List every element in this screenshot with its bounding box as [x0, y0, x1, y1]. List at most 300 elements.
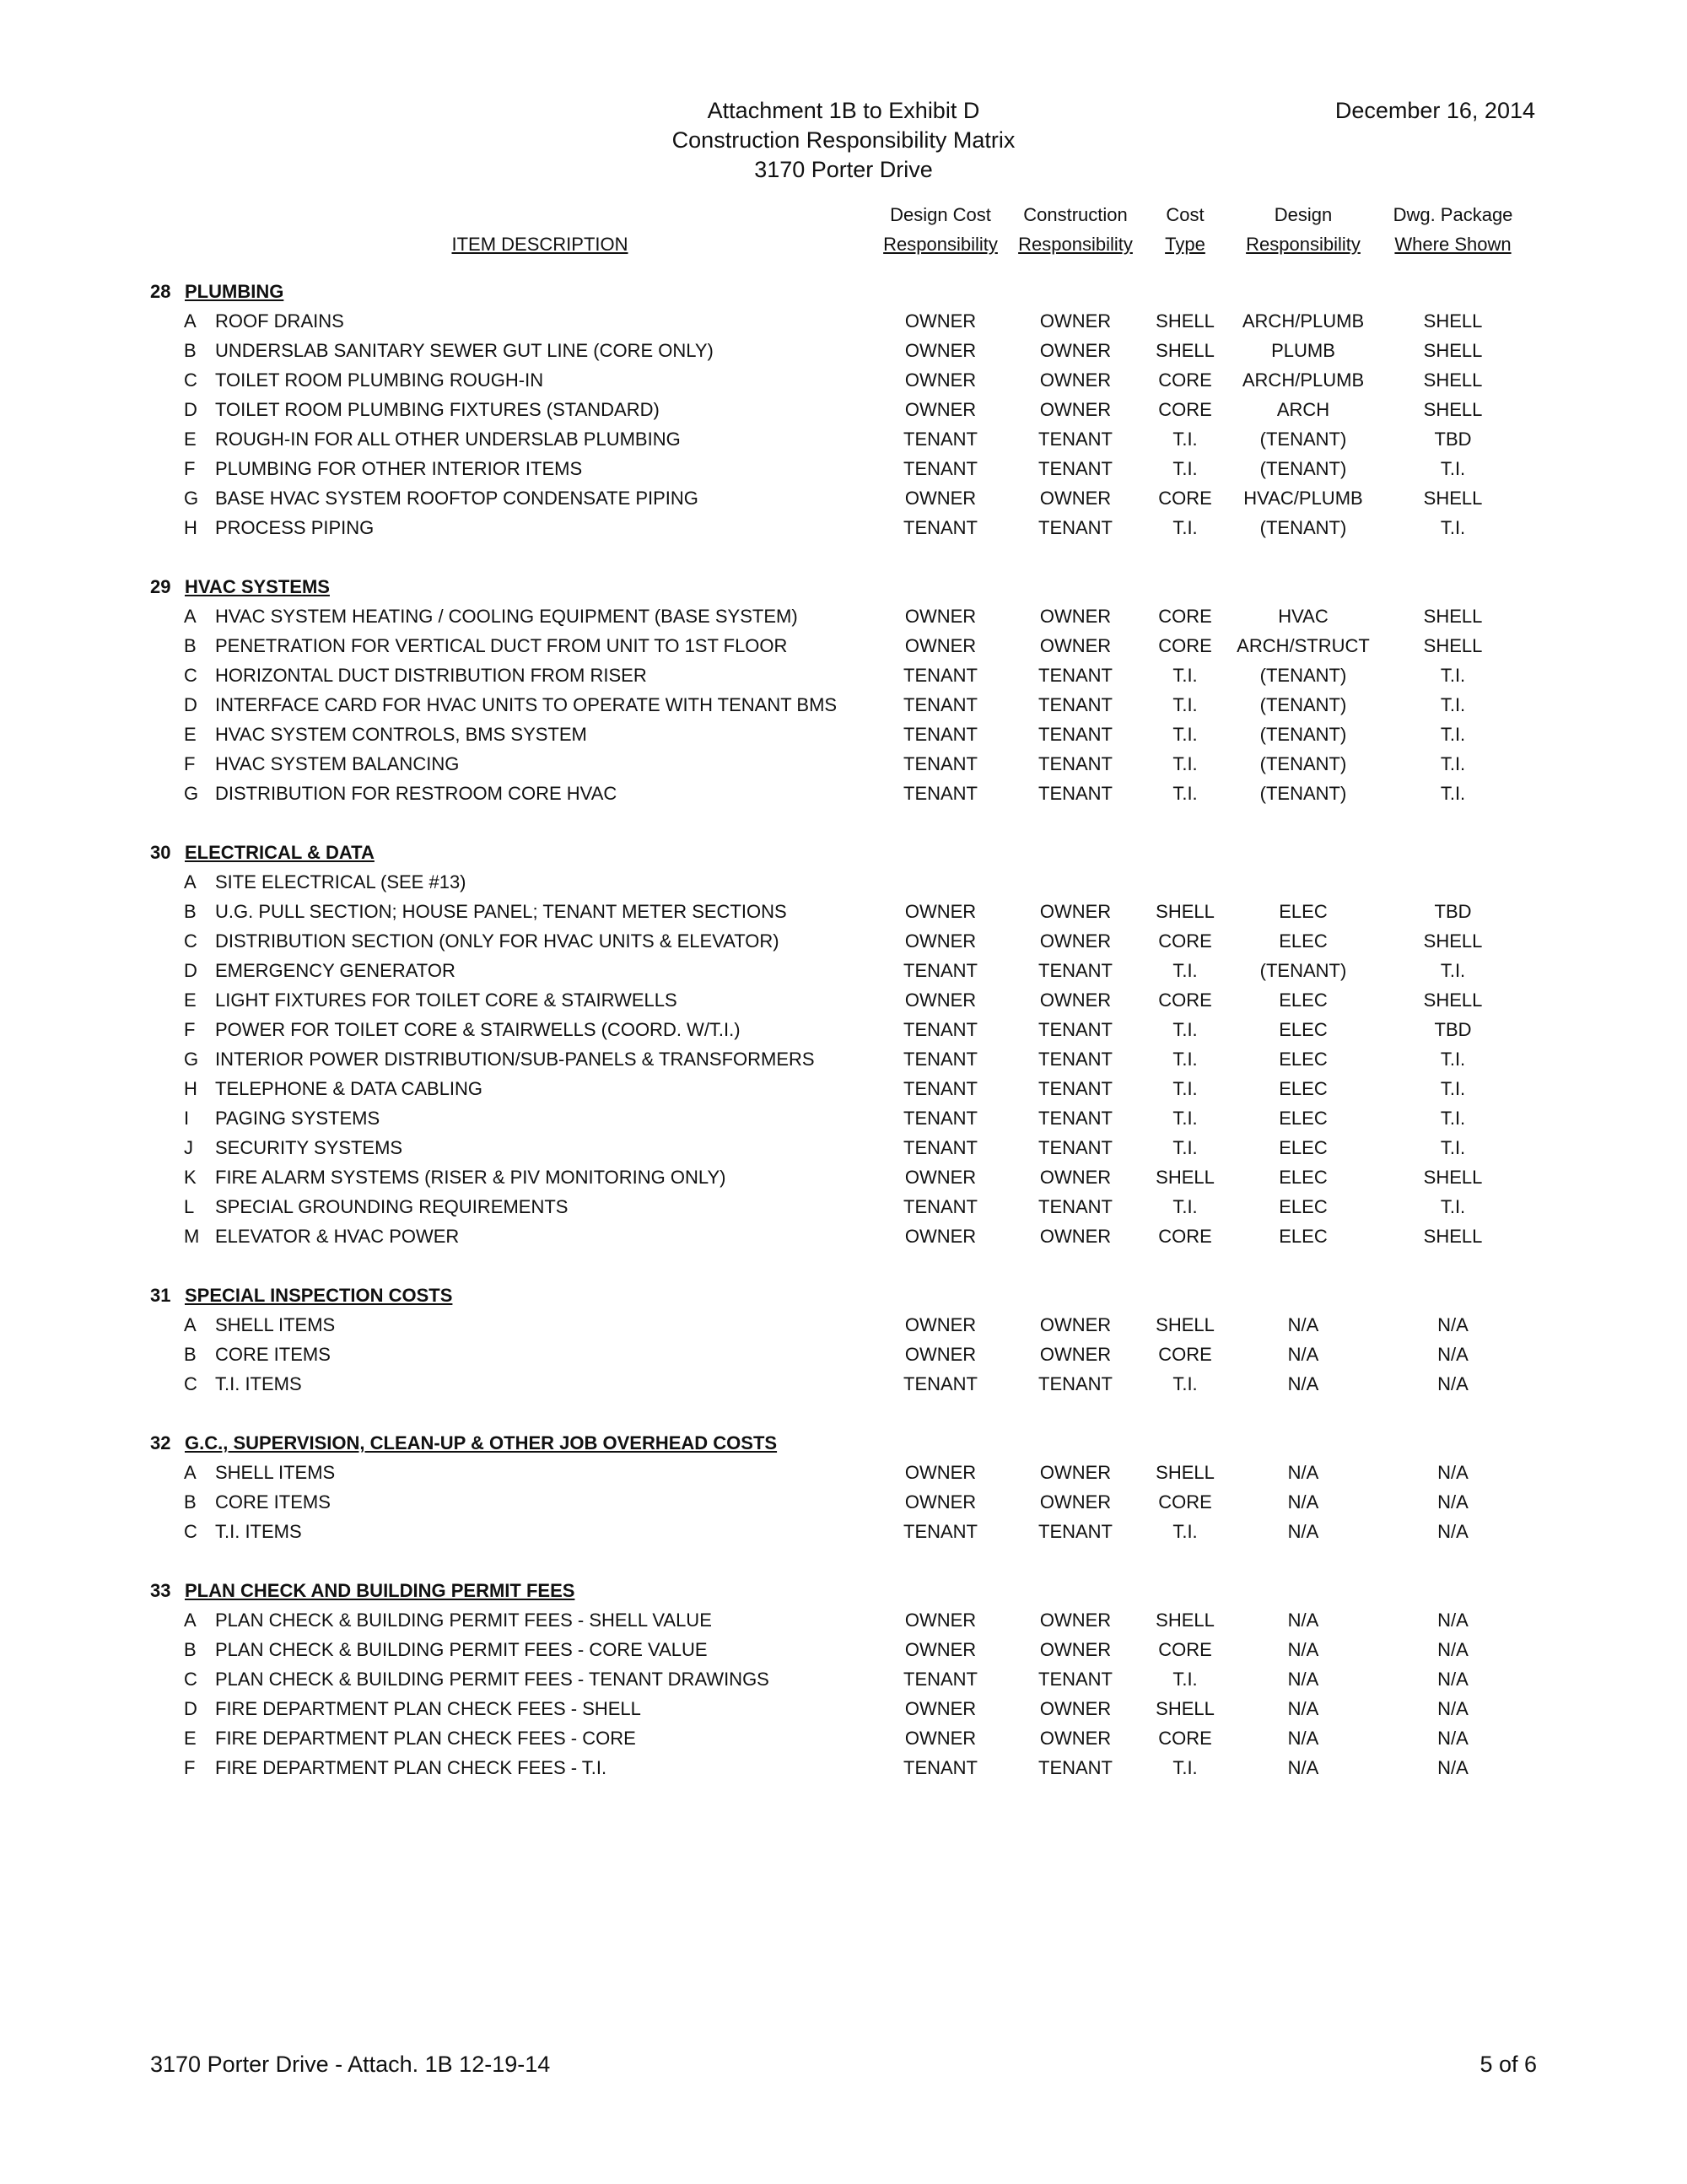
dwg-package-where-shown: T.I. — [1440, 1078, 1466, 1099]
item-letter: J — [184, 1137, 193, 1158]
construction-responsibility: OWNER — [1039, 1728, 1112, 1749]
cost-type: CORE — [1158, 1226, 1212, 1247]
construction-responsibility: OWNER — [1039, 990, 1112, 1011]
dwg-package-where-shown: SHELL — [1423, 488, 1483, 509]
section-heading — [0, 572, 1687, 601]
item-letter: H — [184, 1078, 197, 1099]
construction-responsibility: OWNER — [1039, 399, 1112, 420]
item-description: SITE ELECTRICAL (SEE #13) — [215, 871, 466, 892]
item-letter: A — [184, 606, 197, 627]
matrix-row — [0, 1074, 1687, 1103]
construction-responsibility: TENANT — [1038, 1196, 1113, 1217]
dwg-package-where-shown: N/A — [1437, 1314, 1469, 1335]
item-letter: A — [184, 1314, 197, 1335]
cost-type: CORE — [1158, 1344, 1212, 1365]
item-letter: A — [184, 1462, 197, 1483]
design-cost-responsibility: OWNER — [904, 1167, 977, 1188]
dwg-package-where-shown: T.I. — [1440, 1137, 1466, 1158]
construction-responsibility: TENANT — [1038, 1669, 1113, 1690]
design-responsibility: ELEC — [1279, 990, 1328, 1011]
cost-type: SHELL — [1156, 1167, 1215, 1188]
construction-responsibility: OWNER — [1039, 488, 1112, 509]
column-header-dwg-package-bottom: Where Shown — [1394, 234, 1512, 255]
design-cost-responsibility: OWNER — [904, 606, 977, 627]
matrix-row — [0, 690, 1687, 720]
dwg-package-where-shown: N/A — [1437, 1757, 1469, 1778]
item-letter: B — [184, 1344, 197, 1365]
construction-responsibility: OWNER — [1039, 1167, 1112, 1188]
item-letter: H — [184, 517, 197, 538]
design-cost-responsibility: TENANT — [903, 1196, 978, 1217]
construction-responsibility: TENANT — [1038, 1049, 1113, 1070]
construction-responsibility: OWNER — [1039, 1610, 1112, 1631]
column-header-design-responsibility-top: Design — [1274, 204, 1333, 225]
cost-type: SHELL — [1156, 340, 1215, 361]
matrix-row — [0, 1369, 1687, 1399]
dwg-package-where-shown: T.I. — [1440, 517, 1466, 538]
construction-responsibility: OWNER — [1039, 1639, 1112, 1660]
construction-responsibility: TENANT — [1038, 517, 1113, 538]
item-description: SHELL ITEMS — [215, 1314, 336, 1335]
section-number: 33 — [150, 1580, 171, 1601]
construction-responsibility: OWNER — [1039, 1344, 1112, 1365]
item-description: INTERFACE CARD FOR HVAC UNITS TO OPERATE WITH TENANT BMS — [215, 694, 838, 715]
cost-type: T.I. — [1172, 1373, 1198, 1394]
matrix-row — [0, 1517, 1687, 1546]
design-cost-responsibility: TENANT — [903, 1019, 978, 1040]
design-cost-responsibility: TENANT — [903, 753, 978, 774]
cost-type: SHELL — [1156, 1462, 1215, 1483]
item-letter: C — [184, 1669, 197, 1690]
design-cost-responsibility: TENANT — [903, 1521, 978, 1542]
design-cost-responsibility: OWNER — [904, 1698, 977, 1719]
construction-responsibility: OWNER — [1039, 930, 1112, 952]
design-responsibility: (TENANT) — [1259, 517, 1347, 538]
design-responsibility: (TENANT) — [1259, 724, 1347, 745]
item-letter: G — [184, 488, 199, 509]
dwg-package-where-shown: SHELL — [1423, 930, 1483, 952]
item-letter: B — [184, 901, 197, 922]
construction-responsibility: TENANT — [1038, 665, 1113, 686]
dwg-package-where-shown: N/A — [1437, 1344, 1469, 1365]
column-header-design-responsibility-bottom: Responsibility — [1246, 234, 1361, 255]
item-letter: B — [184, 1639, 197, 1660]
matrix-row — [0, 483, 1687, 513]
column-header-design-responsibility — [1227, 200, 1379, 259]
matrix-row — [0, 365, 1687, 395]
design-responsibility: N/A — [1287, 1639, 1319, 1660]
item-letter: A — [184, 1610, 197, 1631]
construction-responsibility: OWNER — [1039, 1698, 1112, 1719]
item-letter: C — [184, 1521, 197, 1542]
column-header-construction-top: Construction — [1023, 204, 1128, 225]
item-letter: D — [184, 694, 197, 715]
construction-responsibility: TENANT — [1038, 1373, 1113, 1394]
item-letter: M — [184, 1226, 200, 1247]
construction-responsibility: TENANT — [1038, 753, 1113, 774]
item-letter: B — [184, 635, 197, 656]
design-responsibility: ELEC — [1279, 1196, 1328, 1217]
design-responsibility: (TENANT) — [1259, 429, 1347, 450]
design-cost-responsibility: OWNER — [904, 1491, 977, 1513]
section-title: PLUMBING — [185, 281, 284, 302]
dwg-package-where-shown: N/A — [1437, 1610, 1469, 1631]
dwg-package-where-shown: T.I. — [1440, 783, 1466, 804]
dwg-package-where-shown: SHELL — [1423, 310, 1483, 332]
column-header-dwg-package — [1379, 200, 1527, 259]
design-responsibility: ELEC — [1279, 901, 1328, 922]
item-description: ROUGH-IN FOR ALL OTHER UNDERSLAB PLUMBING — [215, 429, 681, 450]
item-description: CORE ITEMS — [215, 1491, 331, 1513]
section-title: ELECTRICAL & DATA — [185, 842, 375, 863]
matrix-row — [0, 985, 1687, 1015]
column-header-cost-type — [1143, 200, 1227, 259]
design-cost-responsibility: TENANT — [903, 783, 978, 804]
matrix-row — [0, 1133, 1687, 1162]
item-letter: A — [184, 871, 197, 892]
matrix-row — [0, 926, 1687, 956]
design-cost-responsibility: TENANT — [903, 694, 978, 715]
section-heading — [0, 1281, 1687, 1310]
header-date: December 16, 2014 — [1334, 98, 1535, 123]
construction-responsibility: TENANT — [1038, 1108, 1113, 1129]
item-letter: F — [184, 753, 196, 774]
design-cost-responsibility: TENANT — [903, 1757, 978, 1778]
item-letter: K — [184, 1167, 197, 1188]
design-cost-responsibility: OWNER — [904, 340, 977, 361]
construction-responsibility: OWNER — [1039, 369, 1112, 391]
design-cost-responsibility: TENANT — [903, 517, 978, 538]
item-description: UNDERSLAB SANITARY SEWER GUT LINE (CORE ONLY) — [215, 340, 714, 361]
item-description: ELEVATOR & HVAC POWER — [215, 1226, 460, 1247]
matrix-row — [0, 1694, 1687, 1723]
column-header-construction — [1008, 200, 1143, 259]
dwg-package-where-shown: T.I. — [1440, 1108, 1466, 1129]
design-responsibility: ELEC — [1279, 1108, 1328, 1129]
column-header-cost-type-top: Cost — [1166, 204, 1205, 225]
cost-type: CORE — [1158, 488, 1212, 509]
design-cost-responsibility: OWNER — [904, 1344, 977, 1365]
item-letter: D — [184, 399, 197, 420]
section-title: SPECIAL INSPECTION COSTS — [185, 1285, 453, 1306]
matrix-row — [0, 424, 1687, 454]
design-responsibility: PLUMB — [1271, 340, 1335, 361]
construction-responsibility: TENANT — [1038, 1137, 1113, 1158]
header-title-line3: 3170 Porter Drive — [754, 157, 933, 182]
design-responsibility: (TENANT) — [1259, 783, 1347, 804]
design-responsibility: ARCH/PLUMB — [1242, 310, 1365, 332]
section-number: 31 — [150, 1285, 171, 1306]
item-letter: A — [184, 310, 197, 332]
column-header-design-cost-bottom: Responsibility — [883, 234, 998, 255]
design-cost-responsibility: TENANT — [903, 724, 978, 745]
section-heading — [0, 1576, 1687, 1605]
cost-type: T.I. — [1172, 724, 1198, 745]
dwg-package-where-shown: SHELL — [1423, 990, 1483, 1011]
matrix-row — [0, 867, 1687, 897]
item-description: PLAN CHECK & BUILDING PERMIT FEES - SHELL VALUE — [215, 1610, 712, 1631]
item-letter: E — [184, 429, 197, 450]
matrix-row — [0, 779, 1687, 808]
cost-type: CORE — [1158, 369, 1212, 391]
design-responsibility: N/A — [1287, 1610, 1319, 1631]
column-header-dwg-package-top: Dwg. Package — [1393, 204, 1513, 225]
section-number: 32 — [150, 1432, 171, 1453]
design-responsibility: (TENANT) — [1259, 960, 1347, 981]
dwg-package-where-shown: TBD — [1434, 1019, 1472, 1040]
item-letter: C — [184, 930, 197, 952]
design-cost-responsibility: TENANT — [903, 1669, 978, 1690]
design-responsibility: HVAC — [1278, 606, 1329, 627]
design-responsibility: N/A — [1287, 1698, 1319, 1719]
matrix-row — [0, 1664, 1687, 1694]
matrix-row — [0, 395, 1687, 424]
design-cost-responsibility: OWNER — [904, 1462, 977, 1483]
matrix-row — [0, 1310, 1687, 1340]
construction-responsibility: OWNER — [1039, 901, 1112, 922]
dwg-package-where-shown: SHELL — [1423, 1167, 1483, 1188]
item-letter: E — [184, 990, 197, 1011]
design-cost-responsibility: TENANT — [903, 960, 978, 981]
item-letter: E — [184, 724, 197, 745]
dwg-package-where-shown: T.I. — [1440, 1196, 1466, 1217]
construction-responsibility: OWNER — [1039, 310, 1112, 332]
dwg-package-where-shown: N/A — [1437, 1728, 1469, 1749]
cost-type: CORE — [1158, 606, 1212, 627]
construction-responsibility: TENANT — [1038, 1521, 1113, 1542]
matrix-row — [0, 661, 1687, 690]
cost-type: T.I. — [1172, 1137, 1198, 1158]
item-description: PLAN CHECK & BUILDING PERMIT FEES - CORE VALUE — [215, 1639, 708, 1660]
cost-type: CORE — [1158, 1639, 1212, 1660]
section-heading — [0, 1428, 1687, 1458]
section-number: 28 — [150, 281, 171, 302]
column-header-design-cost-top: Design Cost — [890, 204, 991, 225]
construction-responsibility: OWNER — [1039, 1491, 1112, 1513]
dwg-package-where-shown: N/A — [1437, 1462, 1469, 1483]
design-cost-responsibility: OWNER — [904, 990, 977, 1011]
item-letter: F — [184, 1757, 196, 1778]
design-cost-responsibility: TENANT — [903, 1049, 978, 1070]
design-cost-responsibility: OWNER — [904, 930, 977, 952]
item-letter: B — [184, 340, 197, 361]
design-responsibility: N/A — [1287, 1344, 1319, 1365]
matrix-row — [0, 749, 1687, 779]
design-cost-responsibility: TENANT — [903, 429, 978, 450]
cost-type: CORE — [1158, 930, 1212, 952]
design-cost-responsibility: OWNER — [904, 399, 977, 420]
cost-type: T.I. — [1172, 753, 1198, 774]
matrix-row — [0, 1487, 1687, 1517]
design-responsibility: ARCH — [1276, 399, 1330, 420]
matrix-row — [0, 1605, 1687, 1635]
construction-responsibility: OWNER — [1039, 635, 1112, 656]
item-description: TOILET ROOM PLUMBING FIXTURES (STANDARD) — [215, 399, 660, 420]
item-letter: E — [184, 1728, 197, 1749]
section-number: 29 — [150, 576, 171, 597]
cost-type: T.I. — [1172, 1196, 1198, 1217]
design-responsibility: N/A — [1287, 1669, 1319, 1690]
matrix-row — [0, 1103, 1687, 1133]
section-heading — [0, 277, 1687, 306]
design-cost-responsibility: OWNER — [904, 1639, 977, 1660]
item-letter: I — [184, 1108, 190, 1129]
item-description: INTERIOR POWER DISTRIBUTION/SUB-PANELS & TRANSFORMERS — [215, 1049, 815, 1070]
cost-type: T.I. — [1172, 517, 1198, 538]
design-cost-responsibility: TENANT — [903, 458, 978, 479]
dwg-package-where-shown: N/A — [1437, 1491, 1469, 1513]
design-cost-responsibility: OWNER — [904, 310, 977, 332]
dwg-package-where-shown: T.I. — [1440, 753, 1466, 774]
construction-responsibility: TENANT — [1038, 458, 1113, 479]
design-cost-responsibility: OWNER — [904, 1314, 977, 1335]
construction-responsibility: TENANT — [1038, 1078, 1113, 1099]
dwg-package-where-shown: N/A — [1437, 1669, 1469, 1690]
design-responsibility: N/A — [1287, 1462, 1319, 1483]
item-letter: C — [184, 369, 197, 391]
item-letter: D — [184, 1698, 197, 1719]
matrix-row — [0, 601, 1687, 631]
cost-type: T.I. — [1172, 783, 1198, 804]
item-description: HVAC SYSTEM HEATING / COOLING EQUIPMENT (BASE SYSTEM) — [215, 606, 798, 627]
cost-type: T.I. — [1172, 665, 1198, 686]
cost-type: T.I. — [1172, 1078, 1198, 1099]
item-description: PENETRATION FOR VERTICAL DUCT FROM UNIT TO 1ST FLOOR — [215, 635, 788, 656]
cost-type: T.I. — [1172, 694, 1198, 715]
dwg-package-where-shown: SHELL — [1423, 606, 1483, 627]
design-responsibility: ARCH/PLUMB — [1242, 369, 1365, 391]
matrix-row — [0, 454, 1687, 483]
item-letter: C — [184, 665, 197, 686]
matrix-row — [0, 1221, 1687, 1251]
section-heading — [0, 838, 1687, 867]
dwg-package-where-shown: T.I. — [1440, 694, 1466, 715]
column-header-cost-type-bottom: Type — [1165, 234, 1205, 255]
design-responsibility: (TENANT) — [1259, 753, 1347, 774]
column-header-construction-bottom: Responsibility — [1018, 234, 1133, 255]
item-description: ROOF DRAINS — [215, 310, 344, 332]
design-cost-responsibility: TENANT — [903, 1373, 978, 1394]
construction-responsibility: TENANT — [1038, 960, 1113, 981]
section-title: G.C., SUPERVISION, CLEAN-UP & OTHER JOB OVERHEAD COSTS — [185, 1432, 778, 1453]
design-responsibility: N/A — [1287, 1314, 1319, 1335]
column-header-design-cost — [873, 200, 1008, 259]
design-responsibility: ELEC — [1279, 1137, 1328, 1158]
section-title: PLAN CHECK AND BUILDING PERMIT FEES — [185, 1580, 575, 1601]
matrix-row — [0, 336, 1687, 365]
header-titles — [590, 96, 1097, 185]
dwg-package-where-shown: T.I. — [1440, 1049, 1466, 1070]
matrix-row — [0, 306, 1687, 336]
design-responsibility: ELEC — [1279, 930, 1328, 952]
construction-responsibility: TENANT — [1038, 783, 1113, 804]
item-letter: L — [184, 1196, 195, 1217]
cost-type: SHELL — [1156, 1610, 1215, 1631]
design-cost-responsibility: TENANT — [903, 1137, 978, 1158]
matrix-row — [0, 1162, 1687, 1192]
design-responsibility: N/A — [1287, 1757, 1319, 1778]
column-header-item-label: ITEM DESCRIPTION — [451, 234, 628, 255]
item-description: BASE HVAC SYSTEM ROOFTOP CONDENSATE PIPING — [215, 488, 698, 509]
dwg-package-where-shown: T.I. — [1440, 665, 1466, 686]
section-number: 30 — [150, 842, 171, 863]
dwg-package-where-shown: T.I. — [1440, 724, 1466, 745]
matrix-row — [0, 1458, 1687, 1487]
construction-responsibility: TENANT — [1038, 429, 1113, 450]
matrix-row — [0, 1753, 1687, 1782]
item-description: DISTRIBUTION SECTION (ONLY FOR HVAC UNITS & ELEVATOR) — [215, 930, 779, 952]
item-letter: F — [184, 458, 196, 479]
dwg-package-where-shown: SHELL — [1423, 369, 1483, 391]
cost-type: CORE — [1158, 399, 1212, 420]
item-letter: D — [184, 960, 197, 981]
cost-type: T.I. — [1172, 1019, 1198, 1040]
item-description: FIRE DEPARTMENT PLAN CHECK FEES - T.I. — [215, 1757, 607, 1778]
dwg-package-where-shown: T.I. — [1440, 458, 1466, 479]
dwg-package-where-shown: T.I. — [1440, 960, 1466, 981]
design-responsibility: N/A — [1287, 1521, 1319, 1542]
design-responsibility: HVAC/PLUMB — [1243, 488, 1363, 509]
matrix-row — [0, 1635, 1687, 1664]
dwg-package-where-shown: SHELL — [1423, 635, 1483, 656]
design-responsibility: ELEC — [1279, 1078, 1328, 1099]
footer-document-name: 3170 Porter Drive - Attach. 1B 12-19-14 — [150, 2052, 551, 2077]
item-description: U.G. PULL SECTION; HOUSE PANEL; TENANT METER SECTIONS — [215, 901, 787, 922]
design-cost-responsibility: TENANT — [903, 1078, 978, 1099]
design-cost-responsibility: OWNER — [904, 488, 977, 509]
item-description: TOILET ROOM PLUMBING ROUGH-IN — [215, 369, 544, 391]
dwg-package-where-shown: SHELL — [1423, 1226, 1483, 1247]
item-letter: B — [184, 1491, 197, 1513]
design-cost-responsibility: OWNER — [904, 901, 977, 922]
item-description: HORIZONTAL DUCT DISTRIBUTION FROM RISER — [215, 665, 647, 686]
item-description: HVAC SYSTEM BALANCING — [215, 753, 460, 774]
design-cost-responsibility: OWNER — [904, 1610, 977, 1631]
matrix-row — [0, 1015, 1687, 1044]
cost-type: CORE — [1158, 990, 1212, 1011]
item-description: PLUMBING FOR OTHER INTERIOR ITEMS — [215, 458, 583, 479]
design-cost-responsibility: TENANT — [903, 665, 978, 686]
dwg-package-where-shown: N/A — [1437, 1521, 1469, 1542]
cost-type: T.I. — [1172, 429, 1198, 450]
section-title: HVAC SYSTEMS — [185, 576, 330, 597]
matrix-row — [0, 1044, 1687, 1074]
item-description: CORE ITEMS — [215, 1344, 331, 1365]
item-letter: F — [184, 1019, 196, 1040]
construction-responsibility: OWNER — [1039, 1462, 1112, 1483]
design-cost-responsibility: OWNER — [904, 635, 977, 656]
item-description: HVAC SYSTEM CONTROLS, BMS SYSTEM — [215, 724, 587, 745]
footer-page-number: 5 of 6 — [1479, 2052, 1537, 2077]
dwg-package-where-shown: TBD — [1434, 429, 1472, 450]
design-cost-responsibility: TENANT — [903, 1108, 978, 1129]
matrix-row — [0, 513, 1687, 542]
item-description: LIGHT FIXTURES FOR TOILET CORE & STAIRWELLS — [215, 990, 677, 1011]
cost-type: T.I. — [1172, 1521, 1198, 1542]
item-description: PLAN CHECK & BUILDING PERMIT FEES - TENANT DRAWINGS — [215, 1669, 769, 1690]
item-letter: C — [184, 1373, 197, 1394]
cost-type: T.I. — [1172, 1108, 1198, 1129]
dwg-package-where-shown: SHELL — [1423, 340, 1483, 361]
dwg-package-where-shown: N/A — [1437, 1373, 1469, 1394]
design-responsibility: N/A — [1287, 1491, 1319, 1513]
matrix-row — [0, 1192, 1687, 1221]
construction-responsibility: OWNER — [1039, 340, 1112, 361]
design-responsibility: N/A — [1287, 1373, 1319, 1394]
cost-type: SHELL — [1156, 310, 1215, 332]
design-cost-responsibility: OWNER — [904, 369, 977, 391]
item-description: T.I. ITEMS — [215, 1373, 302, 1394]
